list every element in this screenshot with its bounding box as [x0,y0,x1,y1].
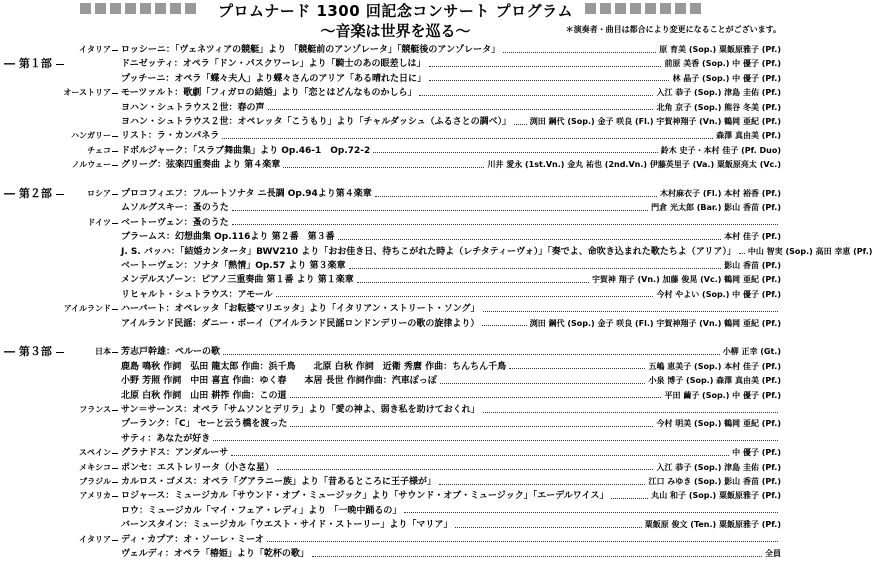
work-title: プッチーニ：オペラ「蝶々夫人」より蝶々さんのアリア「ある晴れた日に」 [121,73,427,84]
country-tick [112,165,118,166]
performers: 粟飯原 俊文 (Ten.) 粟飯原雅子 (Pf.) [644,520,781,530]
dot-leader [611,498,648,499]
dot-leader [429,66,662,67]
dot-leader [312,556,762,557]
work-title: リヒャルト・シュトラウス：アモール [121,289,273,300]
country-tick [112,453,118,454]
dot-leader [232,224,778,225]
part-label-text: ― 第１部 [4,57,52,71]
country-tick [112,136,118,137]
dot-leader [231,455,729,456]
work-title: リスト：ラ・カンパネラ [121,131,220,142]
work-title: J. S. バッハ：「結婚カンタータ」BWV210 より「おお佳き日、待ちこがれた時よ（レチタティーヴォ）」「奏でよ、命吹き込まれた歌たちよ（アリア）」 [121,246,736,257]
work-title: ロッシーニ：「ヴェネツィアの競艇」より 「競艇前のアンゾレータ」「競艇後のアンゾレータ」 [121,45,501,55]
dot-leader [419,95,653,96]
work-title: ロウ：ミュージカル「マイ・フェア・レディ」より 「一晩中踊るの」 [121,505,402,516]
performers: 五嶋 恵美子 (Sop.) 本村 佳子 (Pf.) [648,361,781,371]
program-header [0,0,791,44]
country-label: ブラジル [79,477,111,486]
page-subtitle: ～音楽は世界を巡る～ [320,22,471,40]
performers: 渕田 鋼代 (Sop.) 金子 咲良 (Fl.) 宇賀神翔子 (Vn.) 鶴岡 亜紀 (Pf.) [529,318,781,328]
performers: 江口 みゆき (Sop.) 影山 香苗 (Pf.) [648,477,781,486]
performers: 前原 美香 (Sop.) 中 優子 (Pf.) [664,59,781,69]
dot-leader [404,512,778,513]
dot-leader [349,268,722,269]
country-label: メキシコ [79,462,111,472]
page-title: プロムナード 1300 回記念コンサート プログラム [218,2,573,20]
dot-leader [276,296,654,297]
performers: 今村 やよい (Sop.) 中 優子 (Pf.) [656,289,781,299]
part-rule [56,64,64,65]
work-title: ブラームス：幻想曲集 Op.116より 第２番 第３番 [121,232,335,243]
country-tick [112,496,118,497]
performers: 小泉 博子 (Sop.) 森澤 真由美 (Pf.) [648,376,781,386]
dot-leader [213,440,778,441]
work-title: メンデルスゾーン：ピアノ三重奏曲 第１番 より 第１楽章 [121,275,354,286]
work-title: ロジャース：ミュージカル「サウンド・オブ・ミュージック」より「サウンド・オブ・ミュージック」「エーデルワイス」 [121,491,609,502]
performers: 原 育美 (Sop.) 粟飯原雅子 (Pf.) [659,45,781,54]
dot-leader [375,196,657,197]
work-title: ベートーヴェン：ソナタ「熱情」Op.57 より 第３楽章 [121,261,346,271]
country-label: アメリカ [79,491,111,501]
part-label-text: ― 第２部 [4,187,52,200]
performers: 丸山 和子 (Sop.) 粟飯原雅子 (Pf.) [651,491,781,501]
performers: 今村 明美 (Sop.) 鶴岡 亜紀 (Pf.) [656,419,781,429]
work-title: ヨハン・シュトラウス２世：春の声 [121,102,265,113]
work-title: ヨハン・シュトラウス２世：オペレッタ「こうもり」より「チャルダッシュ（ふるさとの調べ）」 [121,117,512,127]
country-tick [112,482,118,483]
work-title: ディ・カプア：オ・ソーレ・ミーオ [121,534,264,545]
country-label: 日本 [95,347,111,357]
country-tick [112,50,118,51]
work-title: グリーグ：弦楽四重奏曲 より 第４楽章 [121,160,281,171]
dot-leader [482,325,526,326]
dot-leader [357,282,589,283]
performers: 全員 [765,549,781,558]
country-label: ドイツ [87,217,111,227]
performers: 影山 香苗 (Pf.) [724,261,781,270]
country-tick [112,194,118,195]
dot-leader [338,239,722,240]
country-label: イタリア [79,45,111,54]
program-row [0,546,791,562]
dot-leader [514,124,527,125]
country-label: ノルウェー [71,160,111,170]
work-title: プーランク：「C」 セーと云う橋を渡った [121,419,288,430]
dot-leader [483,412,778,413]
performers: 入江 恭子 (Sop.) 津島 圭佑 (Pf.) [656,88,781,98]
performers: 川井 愛永 (1st.Vn.) 金丸 祐也 (2nd.Vn.) 伊藤英里子 (Va.) 粟飯原亮太 (Vc.) [487,160,781,170]
country-label: フランス [79,405,111,414]
country-tick [112,540,118,541]
dot-leader [455,527,641,528]
dot-leader [290,426,653,427]
work-title: ヴェルディ：オペラ「椿姫」より「乾杯の歌」 [121,549,309,559]
dot-leader [440,383,646,384]
performers: 平田 繭子 (Sop.) 中 優子 (Pf.) [664,390,781,400]
work-title: 小野 芳照 作詞 中田 喜直 作曲：ゆく春 本居 長世 作詞作曲：汽車ぽっぽ [121,376,437,387]
work-title: 北原 白秋 作詞 山田 耕筰 作曲：この道 [121,390,287,401]
country-tick [112,309,118,310]
dot-leader [373,152,657,153]
work-title: ドボルジャーク：「スラブ舞曲集」より Op.46-1 Op.72-2 [121,145,371,156]
country-label: アイルランド [63,304,111,314]
country-label: スペイン [79,448,111,458]
country-tick [112,93,118,94]
work-title: アイルランド民謡：ダニー・ボーイ（アイルランド民謡ロンドンデリーの歌の旋律より） [121,318,480,329]
part-rule [56,352,64,353]
work-title: ムソルグスキー：蚤のうた [121,203,229,214]
dot-leader [429,80,669,81]
dot-leader [277,469,653,470]
dot-leader [223,354,720,355]
country-label: オーストリア [63,88,111,98]
performers: 門倉 光太郎 (Bar.) 影山 香苗 (Pf.) [651,203,781,213]
work-title: ドニゼッティ：オペラ「ドン・パスクワーレ」より「騎士のあの眼差しは」 [121,59,426,70]
country-tick [112,223,118,224]
dot-leader [283,167,484,168]
performers: 宇賀神 翔子 (Vn.) 加藤 俊晃 (Vc.) 鶴岡 亜紀 (Pf.) [591,275,781,285]
performers: 入江 恭子 (Sop.) 津島 圭佑 (Pf.) [656,462,781,472]
performers: 森澤 真由美 (Pf.) [716,131,781,141]
work-title: モーツァルト：歌劇「フィガロの結婚」より「恋とはどんなものかしら」 [121,88,417,99]
country-label: チェコ [87,145,111,155]
performers: 鈴木 史子・本村 佳子 (Pf. Duo) [660,145,781,155]
work-title: プロコフィエフ：フルートソナタ ニ長調 Op.94より第４楽章 [121,189,372,199]
performers: 渕田 鋼代 (Sop.) 金子 咲良 (Fl.) 宇賀神翔子 (Vn.) 鶴岡 亜紀 (Pf.) [529,117,781,126]
performers: 北角 京子 (Sop.) 熊谷 冬美 (Pf.) [656,102,781,112]
performers: 本村 佳子 (Pf.) [724,232,781,242]
country-tick [112,352,118,353]
performers: 木村麻衣子 (Fl.) 本村 裕香 (Pf.) [660,189,781,198]
country-label: イタリア [79,534,111,544]
country-label: ロシア [87,189,111,198]
work-title: ハーバート：オペレッタ「お転婆マリエッタ」より「イタリアン・ストリート・ソング」 [121,304,480,315]
work-title: グラナドス：アンダルーサ [121,448,229,459]
work-title: ベートーヴェン：蚤のうた [121,217,229,228]
dot-leader [232,210,648,211]
dot-leader [503,52,656,53]
dot-leader [509,368,645,369]
work-title: カルロス・ゴメス：オペラ「グアラニー族」より「昔あるところに王子様が」 [121,477,437,487]
work-title: サティ：あなたが好き [121,433,211,444]
work-title: サン＝サーンス：オペラ「サムソンとデリラ」より「愛の神よ、弱き私を助けておくれ」 [121,405,480,415]
performers: 林 晶子 (Sop.) 中 優子 (Pf.) [672,73,781,83]
country-tick [112,468,118,469]
dot-leader [439,484,645,485]
part-rule [56,194,64,195]
dot-leader [268,109,654,110]
work-title: 芳志戸幹雄：ペルーの歌 [121,347,221,358]
part-label-text: ― 第３部 [4,345,52,359]
work-title: ポンセ：エストレリータ（小さな星） [121,462,275,473]
dot-leader [222,138,713,139]
country-tick [112,410,118,411]
country-label: ハンガリー [71,131,111,141]
dot-leader [290,397,662,398]
performers: 中山 智実 (Sop.) 高田 幸恵 (Pf.) [747,246,872,256]
dot-leader [483,311,778,312]
dot-leader [267,541,778,542]
work-line [121,546,781,562]
performers: 小柳 正幸 (Gt.) [722,347,781,357]
dot-leader [739,253,745,254]
country-tick [112,151,118,152]
change-notice: ＊演奏者・曲目は都合により変更になることがございます。 [565,25,781,34]
performers: 中 優子 (Pf.) [732,448,781,458]
work-title: 鹿島 鳴秋 作詞 弘田 龍太郎 作曲：浜千鳥 北原 白秋 作詞 近衛 秀麿 作曲：ちんちん千鳥 [121,361,507,372]
work-title: バーンスタイン：ミュージカル「ウエスト・サイド・ストーリー」より「マリア」 [121,520,453,531]
